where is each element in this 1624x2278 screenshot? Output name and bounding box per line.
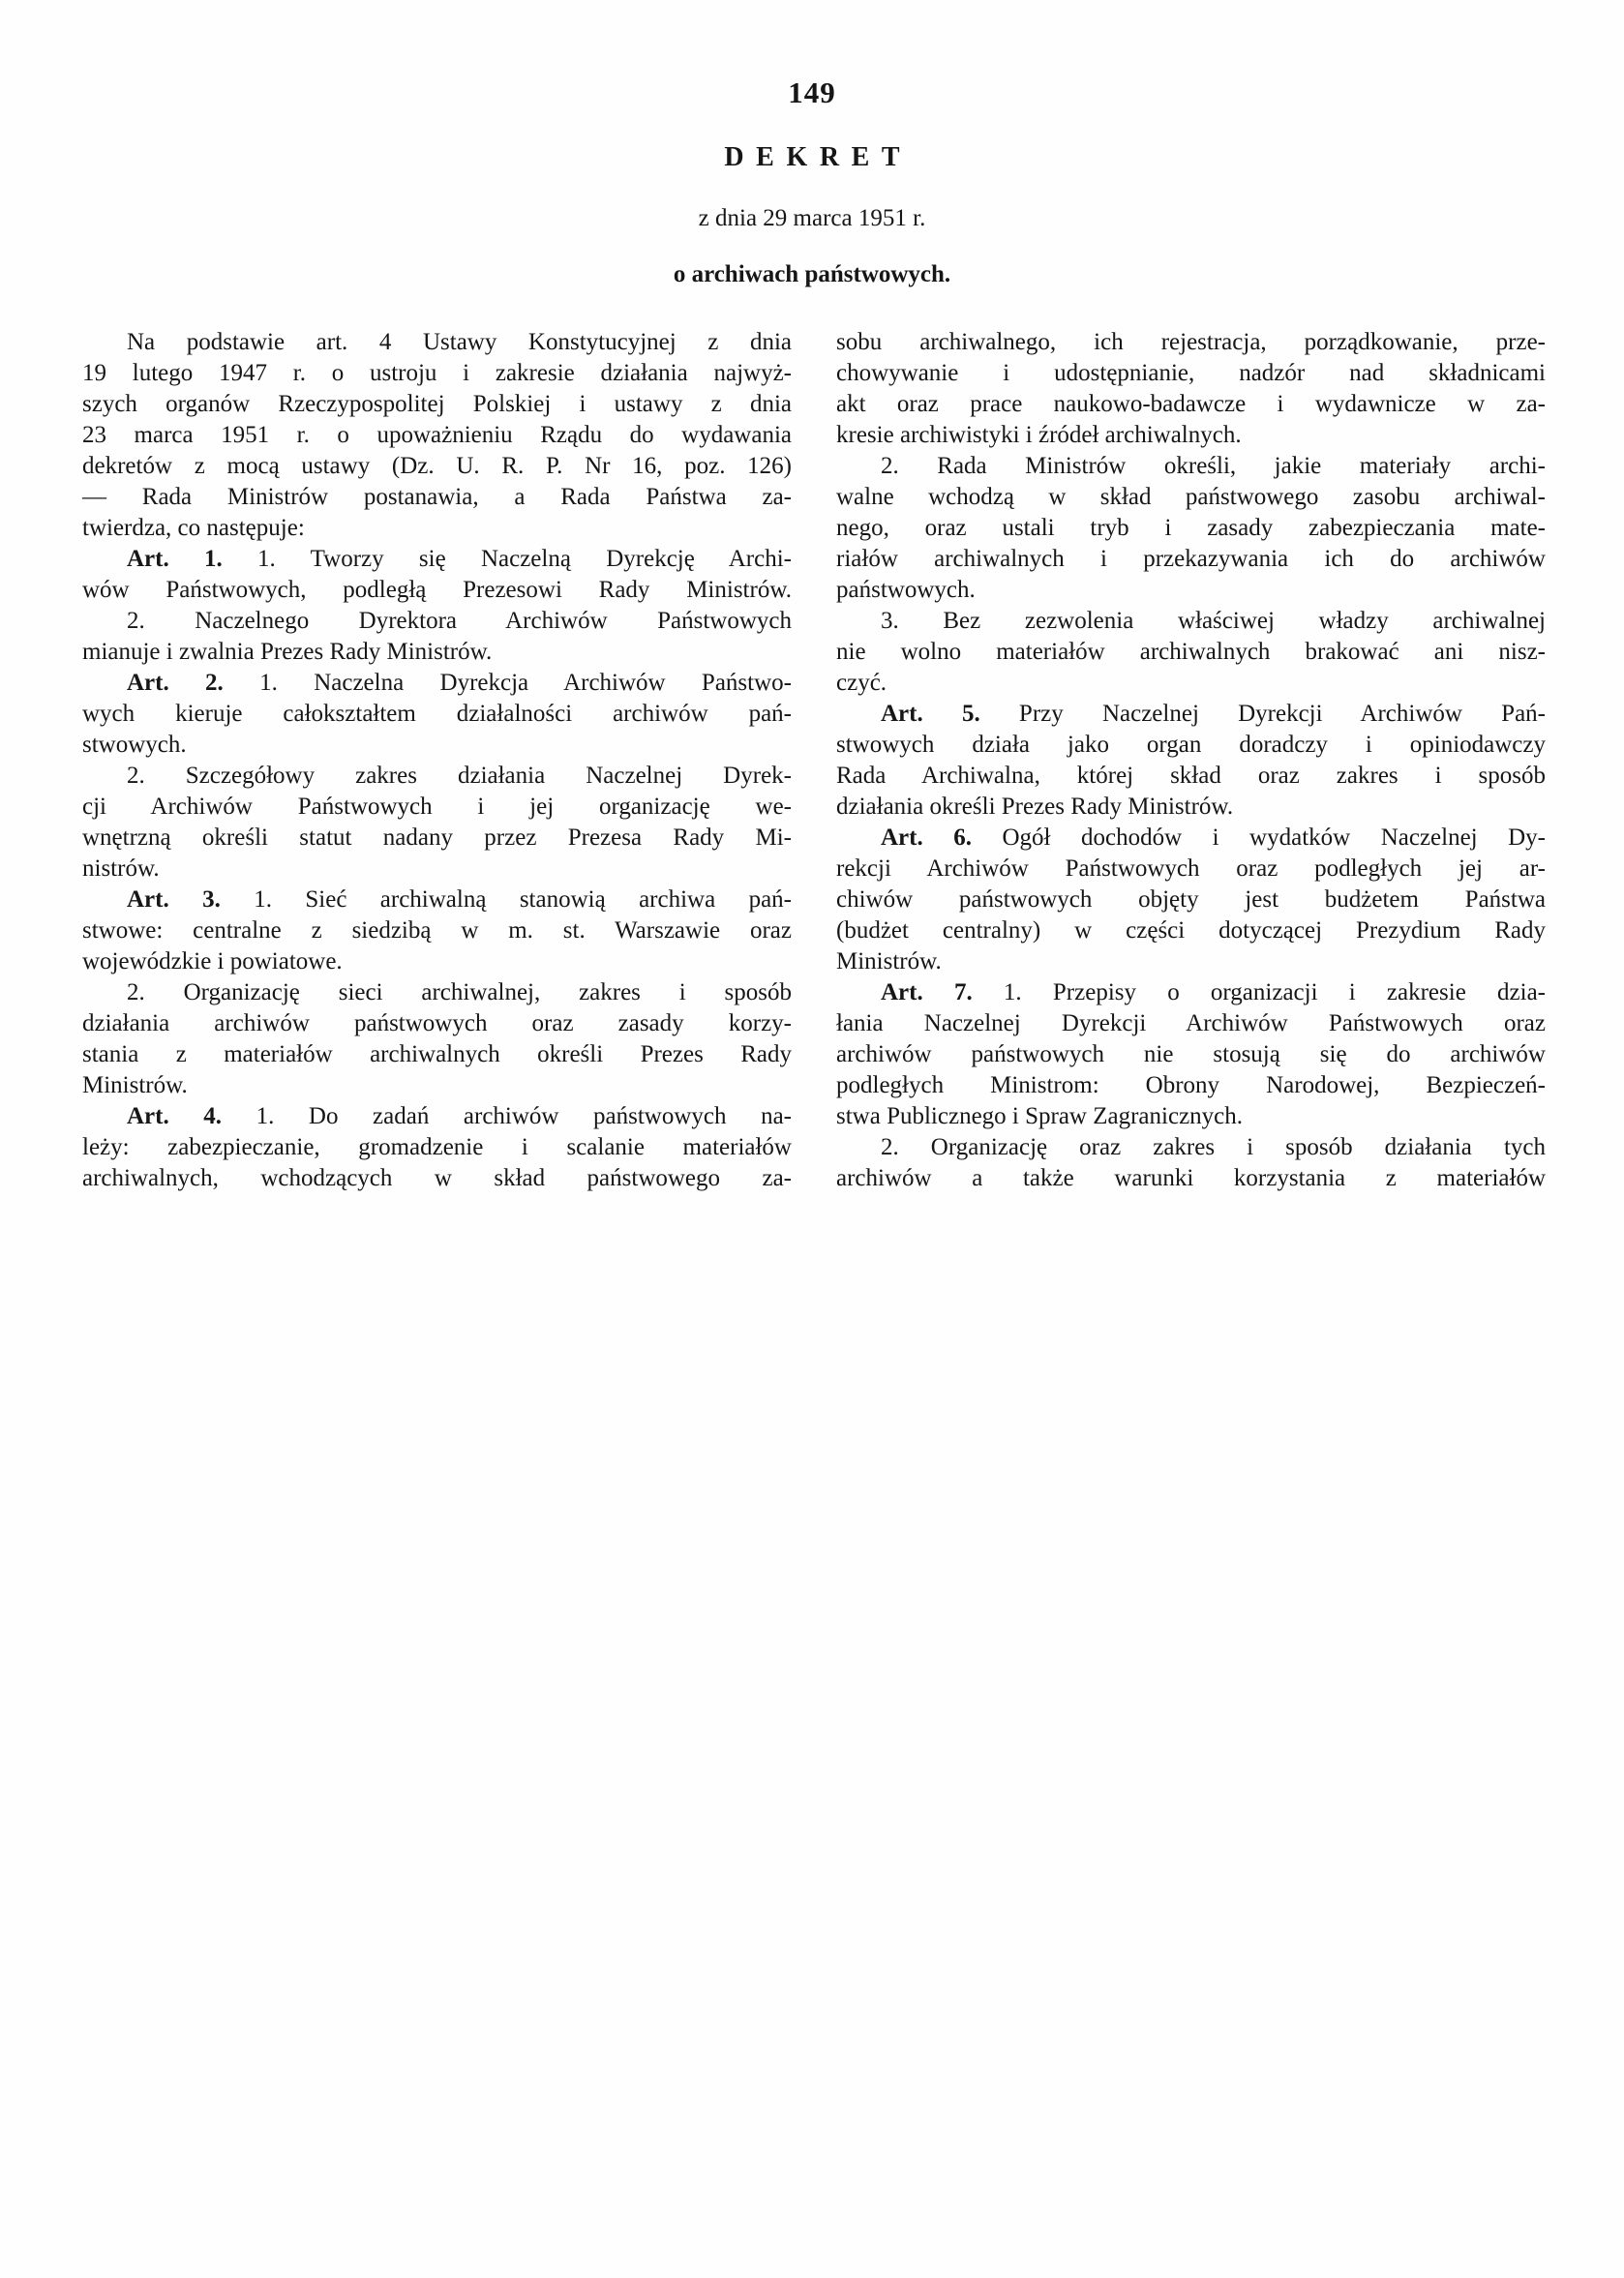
text-line: stwa Publicznego i Spraw Zagranicznych. [836, 1103, 1244, 1129]
text-line: archiwów a także warunki korzystania z materiałów [836, 1165, 1546, 1191]
text-line: podległych Ministrom: Obrony Narodowej, Bezpieczeń- [836, 1072, 1546, 1098]
text-line: walne wchodzą w skład państwowego zasobu archiwal- [836, 484, 1546, 510]
text-line: stwowe: centralne z siedzibą w m. st. Warszawie oraz [82, 917, 792, 944]
text-line: Ministrów. [836, 948, 942, 974]
text-line: chowywanie i udostępnianie, nadzór nad składnicami [836, 360, 1546, 386]
text-line: Art. 4. 1. Do zadań archiwów państwowych na- [127, 1103, 792, 1129]
text-line: wojewódzkie i powiatowe. [82, 948, 343, 974]
text-line: Art. 7. 1. Przepisy o organizacji i zakresie dzia- [881, 979, 1546, 1005]
text-line: Art. 6. Ogół dochodów i wydatków Naczelnej Dy- [881, 824, 1546, 851]
text-line: mianuje i zwalnia Prezes Rady Ministrów. [82, 639, 493, 665]
article-label: Art. 1. [127, 546, 223, 572]
text-line: archiwów państwowych nie stosują się do archiwów [836, 1041, 1546, 1067]
text-line: Art. 1. 1. Tworzy się Naczelną Dyrekcję Archi- [127, 546, 792, 572]
text-line: — Rada Ministrów postanawia, a Rada Państwa za- [82, 484, 792, 510]
text-line: szych organów Rzeczypospolitej Polskiej i ustawy z dnia [82, 391, 792, 417]
text-line: Art. 2. 1. Naczelna Dyrekcja Archiwów Państwo- [127, 670, 792, 696]
document-header [0, 0, 1624, 290]
text-line: dekretów z mocą ustawy (Dz. U. R. P. Nr 16, poz. 126) [82, 453, 792, 479]
article-label: Art. 3. [127, 886, 221, 913]
text-line: archiwalnych, wchodzących w skład państwowego za- [82, 1165, 792, 1191]
text-line: stwowych działa jako organ doradczy i opiniodawczy [836, 732, 1546, 758]
right-column [836, 327, 1546, 1194]
text-line: stania z materiałów archiwalnych określi Prezes Rady [82, 1041, 792, 1067]
article-label: Art. 2. [127, 670, 224, 696]
text-line: państwowych. [836, 577, 976, 603]
article-label: Art. 4. [127, 1103, 223, 1129]
text-line: Art. 5. Przy Naczelnej Dyrekcji Archiwów Pań- [881, 701, 1546, 727]
text-line: twierdza, co następuje: [82, 515, 305, 541]
text-line: 2. Naczelnego Dyrektora Archiwów Państwowych [127, 608, 792, 634]
article-label: Art. 7. [881, 979, 973, 1005]
text-line: nego, oraz ustali tryb i zasady zabezpieczania mate- [836, 515, 1546, 541]
text-line: łania Naczelnej Dyrekcji Archiwów Państwowych oraz [836, 1010, 1546, 1036]
decree-title: DEKRET [724, 142, 913, 172]
text-line: wnętrzną określi statut nadany przez Prezesa Rady Mi- [82, 824, 792, 851]
item-number: 149 [788, 75, 836, 109]
text-line: Na podstawie art. 4 Ustawy Konstytucyjnej z dnia [127, 329, 792, 355]
text-line: (budżet centralny) w części dotyczącej Prezydium Rady [836, 917, 1546, 944]
text-line: czyć. [836, 670, 887, 696]
text-line: leży: zabezpieczanie, gromadzenie i scalanie materiałów [82, 1134, 792, 1160]
text-line: cji Archiwów Państwowych i jej organizację we- [82, 794, 792, 820]
text-line: riałów archiwalnych i przekazywania ich do archiwów [836, 546, 1546, 572]
text-line: 3. Bez zezwolenia właściwej władzy archiwalnej [881, 608, 1546, 634]
text-line: Ministrów. [82, 1072, 188, 1098]
article-label: Art. 5. [881, 701, 980, 727]
article-label: Art. 6. [881, 824, 972, 851]
text-line: 2. Organizację sieci archiwalnej, zakres i sposób [127, 979, 792, 1005]
body-columns [82, 327, 1546, 1194]
decree-date-line: z dnia 29 marca 1951 r. [698, 205, 926, 231]
text-line: rekcji Archiwów Państwowych oraz podległych jej ar- [836, 855, 1546, 882]
text-line: chiwów państwowych objęty jest budżetem Państwa [836, 886, 1546, 913]
text-line: akt oraz prace naukowo-badawcze i wydawnicze w za- [836, 391, 1546, 417]
text-line: Art. 3. 1. Sieć archiwalną stanowią archiwa pań- [127, 886, 792, 913]
text-line: Rada Archiwalna, której skład oraz zakres i sposób [836, 763, 1546, 789]
text-line: stwowych. [82, 732, 187, 758]
text-line: 2. Rada Ministrów określi, jakie materiały archi- [881, 453, 1546, 479]
decree-subject-line: o archiwach państwowych. [673, 261, 951, 287]
text-line: 19 lutego 1947 r. o ustroju i zakresie działania najwyż- [82, 360, 792, 386]
text-line: 2. Organizację oraz zakres i sposób działania tych [881, 1134, 1546, 1160]
text-line: 2. Szczegółowy zakres działania Naczelnej Dyrek- [127, 763, 792, 789]
text-line: sobu archiwalnego, ich rejestracja, porządkowanie, prze- [836, 329, 1546, 355]
text-line: nie wolno materiałów archiwalnych brakować ani nisz- [836, 639, 1546, 665]
text-line: wów Państwowych, podległą Prezesowi Rady Ministrów. [82, 577, 792, 603]
text-line: działania archiwów państwowych oraz zasady korzy- [82, 1010, 792, 1036]
text-line: 23 marca 1951 r. o upoważnieniu Rządu do wydawania [82, 422, 792, 448]
text-line: kresie archiwistyki i źródeł archiwalnych. [836, 422, 1242, 448]
left-column [82, 327, 792, 1194]
text-line: działania określi Prezes Rady Ministrów. [836, 794, 1234, 820]
text-line: wych kieruje całokształtem działalności archiwów pań- [82, 701, 792, 727]
text-line: nistrów. [82, 855, 160, 882]
